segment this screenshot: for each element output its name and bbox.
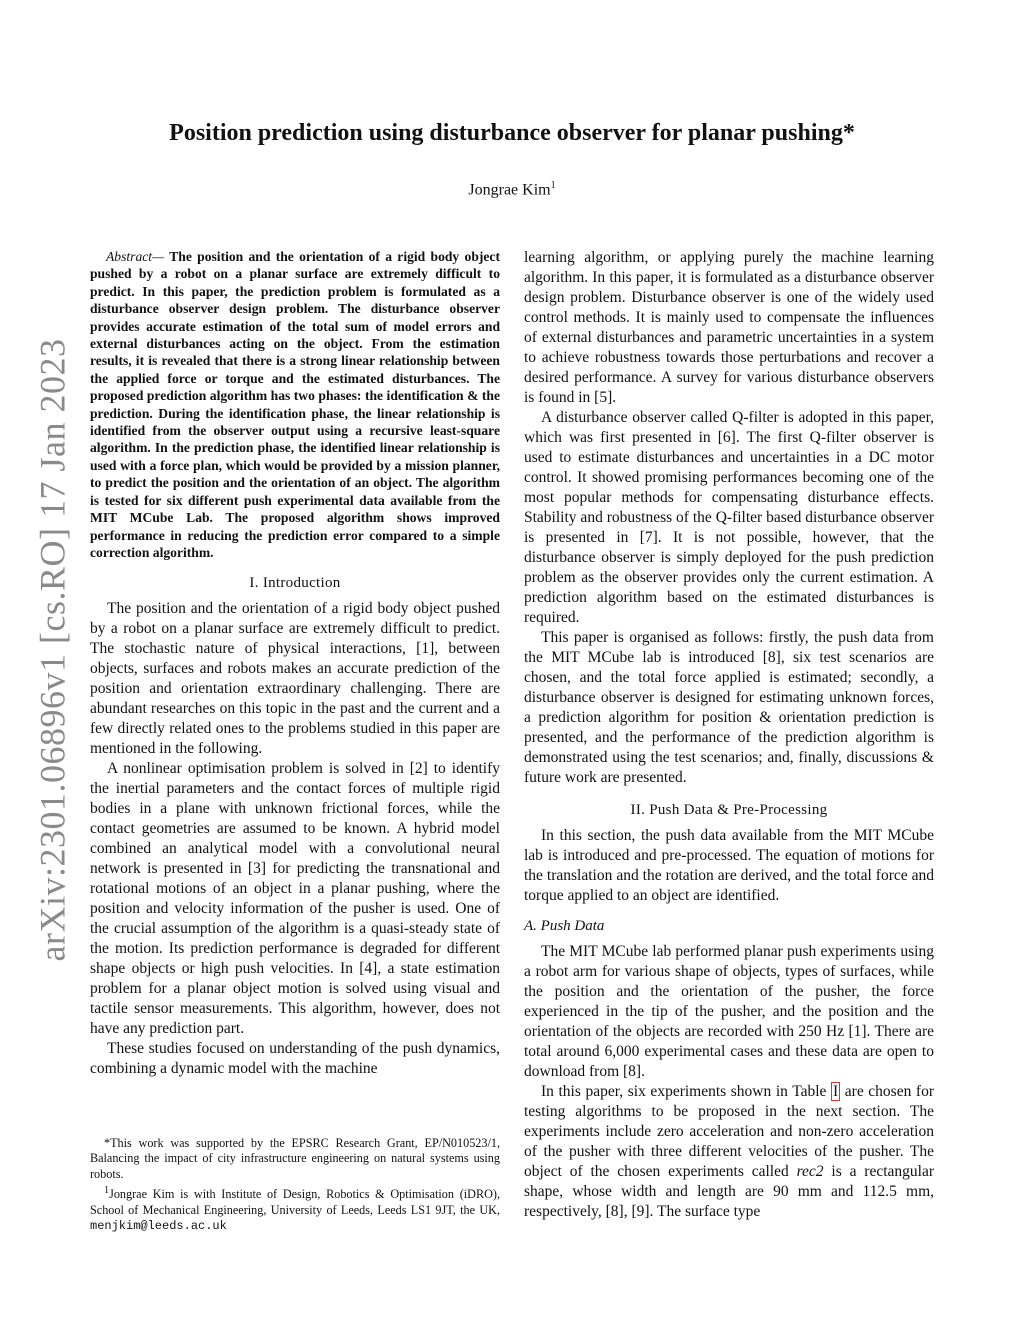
author-name: Jongrae Kim: [468, 181, 551, 199]
push-data-paragraph-3-part-c: is a rectangular shape, whose width and length are 90 mm and 112.5 mm, respectively, [8], [9]. The surface type: [524, 1163, 934, 1220]
push-data-paragraph-3: [524, 1082, 934, 1222]
intro-paragraph-3: These studies focused on understanding of the push dynamics, combining a dynamic model with the machine: [90, 1040, 500, 1078]
table-reference-link[interactable]: I: [833, 1083, 839, 1100]
arxiv-sidebar-stamp: [22, 338, 82, 962]
intro-paragraph-5: This paper is organised as follows: firstly, the push data from the MIT MCube lab is introduced [8], six test scenarios are chosen, and the total force applied is estimated; secondly, a disturbance observer is designed for estimating unknown forces, a prediction algorithm for position & orientation prediction is presented, and the performance of the prediction algorithm is demonstrated using the test scenarios; and, finally, discussions & future work are presented.: [524, 629, 934, 786]
author-line: [90, 175, 934, 201]
paper-title: Position prediction using disturbance observer for planar pushing*: [169, 120, 855, 146]
section-heading-introduction: I. Introduction: [249, 575, 341, 592]
intro-paragraph-2: A nonlinear optimisation problem is solved in [2] to identify the inertial parameters and the contact forces of multiple rigid bodies in a plane with unknown frictional forces, while the contact geometries are assumed to be known. A hybrid model combined an analytical model with a convolutional neural network is presented in [3] for predicting the transnational and rotational motions of an object in a planar pushing, where the position and velocity information of the pusher is used. One of the crucial assumption of the algorithm is a quasi-steady state of the motion. Its prediction performance is degraded for different shape objects or high push velocities. In [4], a state estimation problem for a planar object motion is solved using visual and tactile sensor measurements. This algorithm, however, does not have any prediction part.: [90, 760, 500, 1038]
funding-footnote: *This work was supported by the EPSRC Research Grant, EP/N010523/1, Balancing the impact of city infrastructure engineering on natural systems using robots.: [90, 1136, 500, 1181]
push-data-paragraph-2: The MIT MCube lab performed planar push experiments using a robot arm for various shape of objects, types of surfaces, while the position and the orientation of the pusher, the force experienced in the tip of the pusher, and the position and the orientation of the objects are recorded with 250 Hz [1]. There are total around 6,000 experimental cases and these data are open to download from [8].: [524, 943, 934, 1080]
left-column: [90, 248, 500, 1079]
intro-paragraph-4: A disturbance observer called Q-filter is adopted in this paper, which was first presented in [6]. The first Q-filter observer is used to estimate disturbances and uncertainties in a DC motor control. It showed promising performances becoming one of the most popular methods for compensating disturbance effects. Stability and robustness of the Q-filter based disturbance observer is presented in [7]. It is not possible, however, that the disturbance observer is simply deployed for the push prediction problem as the observer provides only the current estimation. A prediction algorithm based on the estimated disturbances is required.: [524, 409, 934, 626]
object-name-rec2: rec2: [796, 1163, 824, 1180]
push-data-paragraph-3-part-a: In this paper, six experiments shown in Table: [541, 1083, 832, 1100]
footnotes: [90, 1136, 500, 1236]
arxiv-id-text: arXiv:2301.06896v1 [cs.RO] 17 Jan 2023: [32, 338, 72, 962]
author-email: menjkim@leeds.ac.uk: [90, 1219, 227, 1234]
abstract: [90, 248, 500, 561]
push-data-paragraph-3-part-b: are chosen for testing algorithms to be proposed in the next section. The experiments include zero acceleration and non-zero acceleration of the pusher with three different velocities of the pusher. The object of the chosen experiments called: [524, 1083, 934, 1180]
author-affiliation-mark: 1: [550, 180, 556, 191]
affiliation-text: Jongrae Kim is with Institute of Design, Robotics & Optimisation (iDRO), School of Mechanical Engineering, University of Leeds, Leeds LS1 9JT, the UK,: [90, 1187, 500, 1217]
affiliation-mark: 1: [104, 1185, 110, 1197]
abstract-label: Abstract—: [106, 249, 165, 264]
intro-paragraph-1: The position and the orientation of a rigid body object pushed by a robot on a planar surface are extremely difficult to predict. The stochastic nature of physical interactions, [1], between objects, surfaces and robots makes an accurate prediction of the position and orientation extraordinary challenging. There are abundant researches on this topic in the past and the current and a few directly related ones to the problems studied in this paper are mentioned in the following.: [90, 600, 500, 758]
section-heading-push-data: II. Push Data & Pre-Processing: [630, 802, 828, 818]
affiliation-footnote: [90, 1183, 500, 1234]
subsection-heading-push-data: A. Push Data: [524, 918, 605, 934]
right-column: [524, 248, 934, 1222]
intro-paragraph-3-continued: learning algorithm, or applying purely the machine learning algorithm. In this paper, it is formulated as a disturbance observer design problem. Disturbance observer is one of the widely used control methods. It is mainly used to compensate the influences of external disturbances and parametric uncertainties in a system to achieve robustness towards those perturbations and recover a desired performance. A survey for various disturbance observers is found in [5].: [524, 249, 934, 406]
push-data-paragraph-1: In this section, the push data available from the MIT MCube lab is introduced and pre-processed. The equation of motions for the translation and the rotation are derived, and the total force and torque applied to an object are identified.: [524, 827, 934, 904]
abstract-text: The position and the orientation of a rigid body object pushed by a robot on a planar surface are extremely difficult to predict. In this paper, the prediction problem is formulated as a disturbance observer design problem. The disturbance observer provides accurate estimation of the total sum of model errors and external disturbances acting on the object. From the estimation results, it is revealed that there is a strong linear relationship between the applied force or torque and the estimated disturbances. The proposed prediction algorithm has two phases: the identification & the prediction. During the identification phase, the linear relationship is identified from the observer output using a recursive least-square algorithm. In the prediction phase, the identified linear relationship is used with a force plan, which would be provided by a mission planner, to predict the position and the orientation of an object. The algorithm is tested for six different push experimental data available from the MIT MCube Lab. The proposed algorithm shows improved performance in reducing the prediction error compared to a simple correction algorithm.: [90, 249, 500, 560]
